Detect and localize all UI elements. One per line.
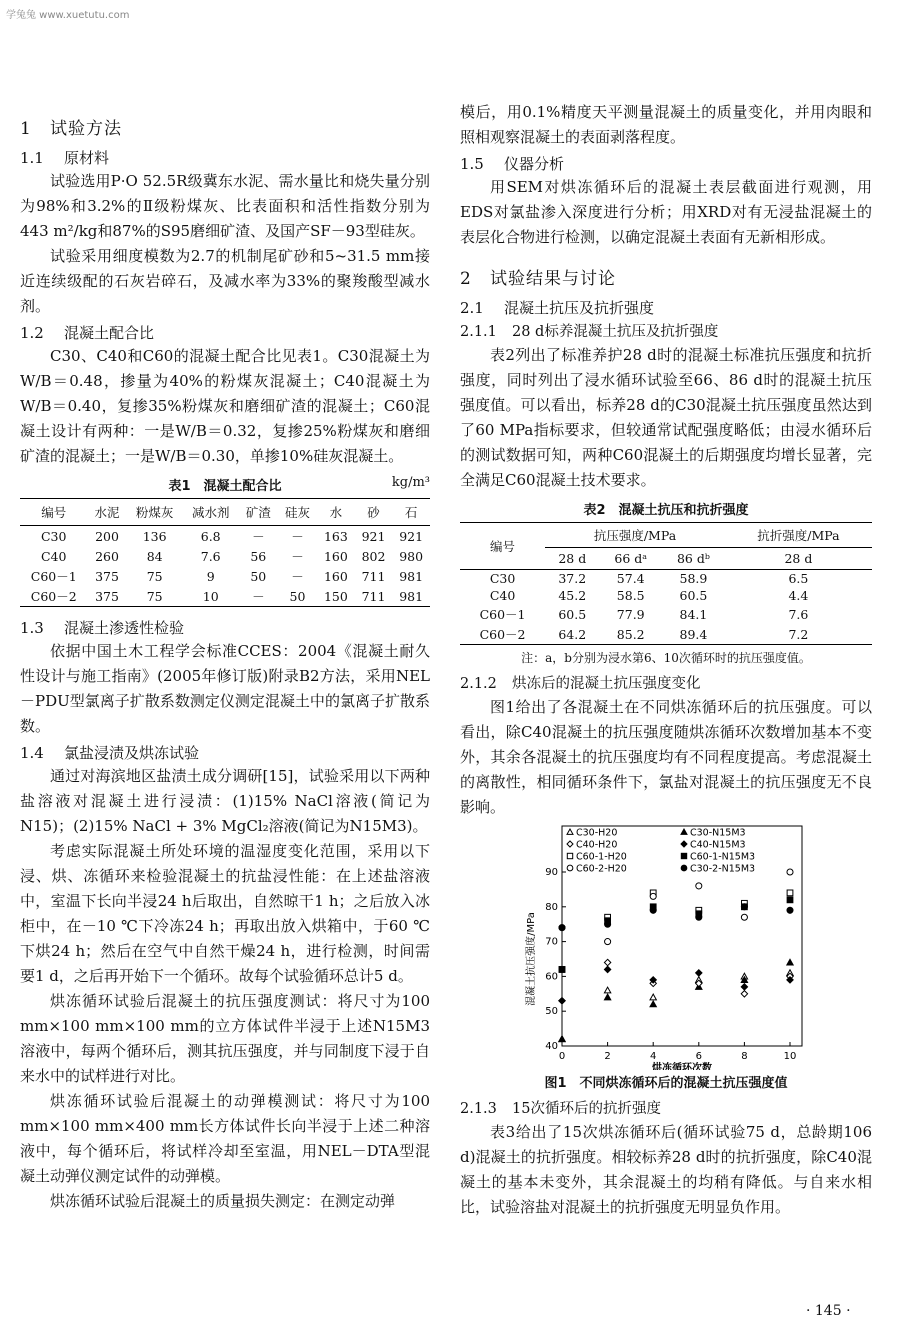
col-header: 水 (317, 499, 355, 526)
table-cell: C60－1 (30, 569, 77, 584)
table-cell: 58.5 (616, 588, 645, 603)
data-point (696, 914, 702, 920)
table-cell: 150 (323, 588, 348, 604)
y-tick-label: 50 (545, 1006, 558, 1018)
table-cell: 58.9 (679, 571, 708, 586)
data-point (787, 897, 793, 903)
table-cell: 980 (399, 548, 424, 564)
table-cell: 981 (399, 568, 424, 584)
x-axis-label: 烘冻循环次数 (652, 1063, 712, 1070)
table-cell: 84.1 (679, 606, 708, 622)
table-cell: 7.2 (788, 626, 809, 642)
table-row (20, 546, 430, 566)
table-row (460, 570, 872, 588)
table-cell: C30 (489, 571, 516, 586)
table-cell: 921 (399, 528, 424, 544)
data-point (559, 1036, 565, 1042)
legend-marker (681, 841, 687, 847)
paragraph: 用SEM对烘冻循环后的混凝土表层截面进行观测，用EDS对氯盐渗入深度进行分析；用XRD对有无浸盐混凝土的表层化合物进行检测，以确定混凝土表面有无新相形成。 (460, 178, 872, 246)
paragraph: 烘冻循环试验后混凝土的质量损失测定：在测定动弹 (50, 1192, 396, 1210)
col-header: 抗折强度/MPa (725, 523, 872, 548)
col-header: 28 d (545, 548, 599, 570)
table-cell: 9 (206, 568, 215, 584)
table-cell: － (252, 529, 265, 544)
table-cell: 375 (95, 568, 119, 584)
x-tick-label: 2 (604, 1051, 611, 1062)
legend-label: C40-H20 (576, 839, 618, 851)
strength-table (460, 522, 872, 645)
table-cell: 56 (250, 548, 267, 564)
subsection-heading: 1.4 氯盐浸渍及烘冻试验 (20, 744, 200, 762)
x-tick-label: 6 (695, 1051, 702, 1062)
data-point (696, 970, 702, 976)
table-cell: 6.8 (200, 528, 221, 544)
paragraph: 依据中国土木工程学会标准CCES：2004《混凝土耐久性设计与施工指南》(2005年修订版)附录B2方法，采用NEL－PDU型氯离子扩散系数测定仪测定混凝土中的氯离子扩散系数。 (20, 642, 430, 735)
subsubsection-heading: 2.1.2 烘冻后的混凝土抗压强度变化 (460, 676, 701, 692)
table-row (20, 566, 430, 586)
table-row (460, 604, 872, 624)
legend-label: C30-H20 (576, 827, 618, 839)
col-header: 水泥 (87, 499, 126, 526)
paragraph: 通过对海滨地区盐渍土成分调研[15]，试验采用以下两种盐溶液对混凝土进行浸渍：(1)15% NaCl溶液(简记为N15)；(2)15% NaCl + 3% MgCl₂溶液(简记为N15M3)。 (20, 767, 430, 835)
y-tick-label: 60 (545, 971, 558, 983)
table-cell: 89.4 (679, 626, 708, 642)
data-point (650, 1001, 656, 1007)
col-header: 编号 (460, 523, 545, 570)
subsubsection-heading: 2.1.1 28 d标养混凝土抗压及抗折强度 (460, 324, 719, 340)
table-cell: C40 (489, 588, 516, 603)
table-cell: C60－2 (30, 589, 77, 604)
legend-label: C40-N15M3 (690, 839, 746, 851)
mix-proportion-table (20, 498, 430, 607)
table-cell: 921 (361, 528, 386, 544)
legend-marker (567, 841, 573, 847)
x-tick-label: 4 (650, 1051, 657, 1062)
table-cell: 163 (323, 528, 348, 544)
table-cell: 60.5 (679, 588, 708, 603)
col-header: 抗压强度/MPa (545, 523, 725, 548)
section-heading: 2 试验结果与讨论 (460, 269, 616, 289)
data-point (787, 869, 793, 875)
table-cell: 10 (202, 588, 219, 604)
col-header: 减水剂 (183, 499, 239, 526)
legend-label: C30-2-N15M3 (690, 863, 756, 875)
x-tick-label: 8 (741, 1051, 748, 1062)
data-point (696, 883, 702, 889)
subsubsection-heading: 2.1.3 15次循环后的抗折强度 (460, 1101, 661, 1117)
x-tick-label: 0 (558, 1051, 566, 1062)
table-cell: 136 (142, 528, 167, 544)
table-cell: 160 (323, 568, 348, 584)
table-cell: 77.9 (616, 606, 645, 622)
strength-scatter-chart (460, 820, 872, 1070)
data-point (787, 959, 793, 965)
left-column (20, 100, 430, 1214)
paragraph: 试验选用P·O 52.5R级冀东水泥、需水量比和烧失量分别为98%和3.2%的Ⅱ级粉煤灰、比表面积和活性指数分别为443 m²/kg和87%的S95磨细矿渣、及国产SF－93型硅灰。 (20, 172, 430, 240)
paragraph: 考虑实际混凝土所处环境的温湿度变化范围，采用以下浸、烘、冻循环来检验混凝土的抗盐浸性能：在上述盐溶液中，室温下长向半浸24 h后取出，自然晾干1 h；之后放入冰柜中，在－10 ℃下冷冻24 h；再取出放入烘箱中，于60 ℃下烘24 h；然后在空气中自然干燥24 h，进行检测，时间需要1 d，之后再开始下一个循环。故每个试验循环总计5 d。 (20, 842, 430, 985)
legend-marker (567, 853, 572, 858)
paragraph: 烘冻循环试验后混凝土的动弹模测试：将尺寸为100 mm×100 mm×400 mm长方体试件长向半浸于上述二种溶液中，每个循环后，将试样冷却至室温，用NEL－DTA型混凝土动弹仪测定试件的动弹模。 (20, 1092, 430, 1185)
table-cell: 7.6 (788, 606, 809, 622)
table-row (20, 586, 430, 607)
table-cell: C40 (40, 548, 67, 564)
subsection-heading: 1.2 混凝土配合比 (20, 324, 155, 342)
subsection-heading: 1.1 原材料 (20, 149, 110, 167)
table-cell: 711 (361, 588, 386, 604)
legend-marker (567, 865, 573, 871)
table-row (20, 526, 430, 547)
data-point (604, 966, 610, 972)
table-cell: C60－1 (479, 607, 526, 622)
table-cell: 84 (146, 548, 163, 564)
col-header: 砂 (355, 499, 393, 526)
table-cell: 4.4 (788, 588, 809, 603)
data-point (741, 984, 747, 990)
col-header: 石 (392, 499, 430, 526)
table-cell: 75 (146, 568, 163, 584)
figure-caption: 图1 不同烘冻循环后的混凝土抗压强度值 (544, 1076, 788, 1091)
legend-marker (681, 853, 686, 858)
data-point (604, 994, 610, 1000)
data-point (787, 890, 793, 896)
legend-marker (681, 829, 687, 834)
data-point (741, 904, 747, 910)
data-point (605, 921, 611, 927)
subsection-heading: 1.5 仪器分析 (460, 155, 565, 173)
data-point (787, 907, 793, 913)
table-cell: 64.2 (558, 626, 587, 642)
page-number: · 145 · (806, 1303, 851, 1319)
table-cell: 50 (250, 568, 267, 584)
data-point (741, 991, 747, 997)
table-row (460, 587, 872, 604)
data-point (650, 893, 656, 899)
watermark: 学兔兔 www.xuetutu.com (6, 10, 130, 21)
table-cell: 6.5 (788, 571, 809, 586)
data-point (605, 939, 611, 945)
table-cell: － (252, 589, 265, 604)
legend-marker (567, 829, 573, 834)
legend-label: C60-2-H20 (576, 863, 627, 875)
paragraph: 表2列出了标准养护28 d时的混凝土标准抗压强度和抗折强度，同时列出了浸水循环试验至66、86 d时的混凝土抗压强度值。可以看出，标养28 d的C30混凝土抗压强度虽然达到了60 MPa指标要求，但较通常试配强度略低；由浸水循环后的测试数据可知，两种C60混凝土的后期强度均增长显著，完全满足C60混凝土技术要求。 (460, 346, 872, 489)
legend-label: C60-1-H20 (576, 851, 627, 863)
y-tick-label: 40 (545, 1041, 558, 1052)
table-cell: － (291, 569, 304, 584)
table-unit: kg/m³ (391, 475, 430, 490)
table-cell: 802 (361, 548, 386, 564)
table-cell: 160 (323, 548, 348, 564)
paragraph: 表3给出了15次烘冻循环后(循环试验75 d，总龄期106 d)混凝土的抗折强度。相较标养28 d时的抗折强度，除C40混凝土的基本未变外，其余混凝土的均稍有降低。与自来水相比，试验溶盐对混凝土的抗折强度无明显负作用。 (460, 1123, 872, 1216)
table-cell: 711 (361, 568, 386, 584)
subsection-heading: 2.1 混凝土抗压及抗折强度 (460, 299, 655, 317)
table-cell: 85.2 (616, 626, 645, 642)
table-cell: 45.2 (558, 588, 587, 603)
x-tick-label: 10 (783, 1051, 797, 1062)
col-header: 28 d (725, 548, 872, 570)
data-point (650, 907, 656, 913)
table-cell: 50 (289, 588, 306, 604)
col-header: 86 dᵇ (662, 548, 725, 570)
data-point (604, 959, 610, 965)
data-point (559, 925, 565, 931)
col-header: 66 dᵃ (599, 548, 662, 570)
subsection-heading: 1.3 混凝土渗透性检验 (20, 619, 185, 637)
col-header: 硅灰 (278, 499, 317, 526)
paragraph: 图1给出了各混凝土在不同烘冻循环后的抗压强度。可以看出，除C40混凝土的抗压强度随烘冻循环次数增加基本不变外，其余各混凝土的抗压强度均有不同程度提高。考虑混凝土的离散性，相同循环条件下，氯盐对混凝土的抗压强度无不良影响。 (460, 698, 872, 816)
table-cell: － (291, 529, 304, 544)
y-tick-label: 80 (545, 901, 558, 913)
y-axis-label: 混凝土抗压强度/MPa (526, 912, 537, 1006)
data-point (741, 914, 747, 920)
col-header: 编号 (20, 499, 87, 526)
table-cell: 75 (146, 588, 163, 604)
legend-marker (681, 865, 687, 871)
table-row (460, 624, 872, 645)
table-cell: 260 (95, 548, 119, 564)
legend-label: C30-N15M3 (690, 827, 746, 839)
table-cell: 60.5 (558, 606, 587, 622)
data-point (559, 967, 565, 973)
right-column (460, 100, 872, 1220)
col-header: 粉煤灰 (127, 499, 183, 526)
y-tick-label: 70 (545, 936, 558, 948)
table-cell: C30 (40, 528, 67, 544)
data-point (559, 998, 565, 1004)
table-note: 注：a，b分别为浸水第6、10次循环时的抗压强度值。 (521, 651, 811, 665)
paragraph: 试验采用细度模数为2.7的机制尾矿砂和5~31.5 mm接近连续级配的石灰岩碎石，及减水率为33%的聚羧酸型减水剂。 (20, 247, 430, 315)
data-point (650, 994, 656, 1000)
table-cell: 981 (399, 588, 424, 604)
table-caption: 表1 混凝土配合比 kg/m³ (168, 475, 430, 494)
table-cell: 375 (95, 588, 119, 604)
table-cell: 37.2 (558, 571, 587, 586)
figure-1 (460, 820, 872, 1070)
col-header: 矿渣 (239, 499, 278, 526)
table-cell: － (291, 549, 304, 564)
paragraph: 模后，用0.1%精度天平测量混凝土的质量变化，并用肉眼和照相观察混凝土的表面剥落程度。 (460, 103, 872, 146)
table-cell: 200 (95, 528, 119, 544)
table-cell: 7.6 (200, 548, 221, 564)
paragraph: C30、C40和C60的混凝土配合比见表1。C30混凝土为W/B＝0.48，掺量为40%的粉煤灰混凝土；C40混凝土为W/B＝0.40，复掺35%粉煤灰和磨细矿渣的混凝土；C60混凝土设计有两种：一是W/B＝0.32，复掺25%粉煤灰和磨细矿渣的混凝土；一是W/B＝0.30，单掺10%硅灰混凝土。 (20, 347, 430, 465)
paragraph: 烘冻循环试验后混凝土的抗压强度测试：将尺寸为100 mm×100 mm×100 mm的立方体试件半浸于上述N15M3溶液中，每两个循环后，测其抗压强度，并与同制度下浸于自来水中的试样进行对比。 (20, 992, 430, 1085)
table-cell: C60－2 (479, 627, 526, 642)
table-caption: 表2 混凝土抗压和抗折强度 (583, 503, 749, 518)
data-point (604, 987, 610, 993)
legend-label: C60-1-N15M3 (690, 851, 756, 863)
section-heading: 1 试验方法 (20, 119, 122, 139)
y-tick-label: 90 (545, 867, 558, 878)
table-cell: 57.4 (616, 571, 645, 586)
